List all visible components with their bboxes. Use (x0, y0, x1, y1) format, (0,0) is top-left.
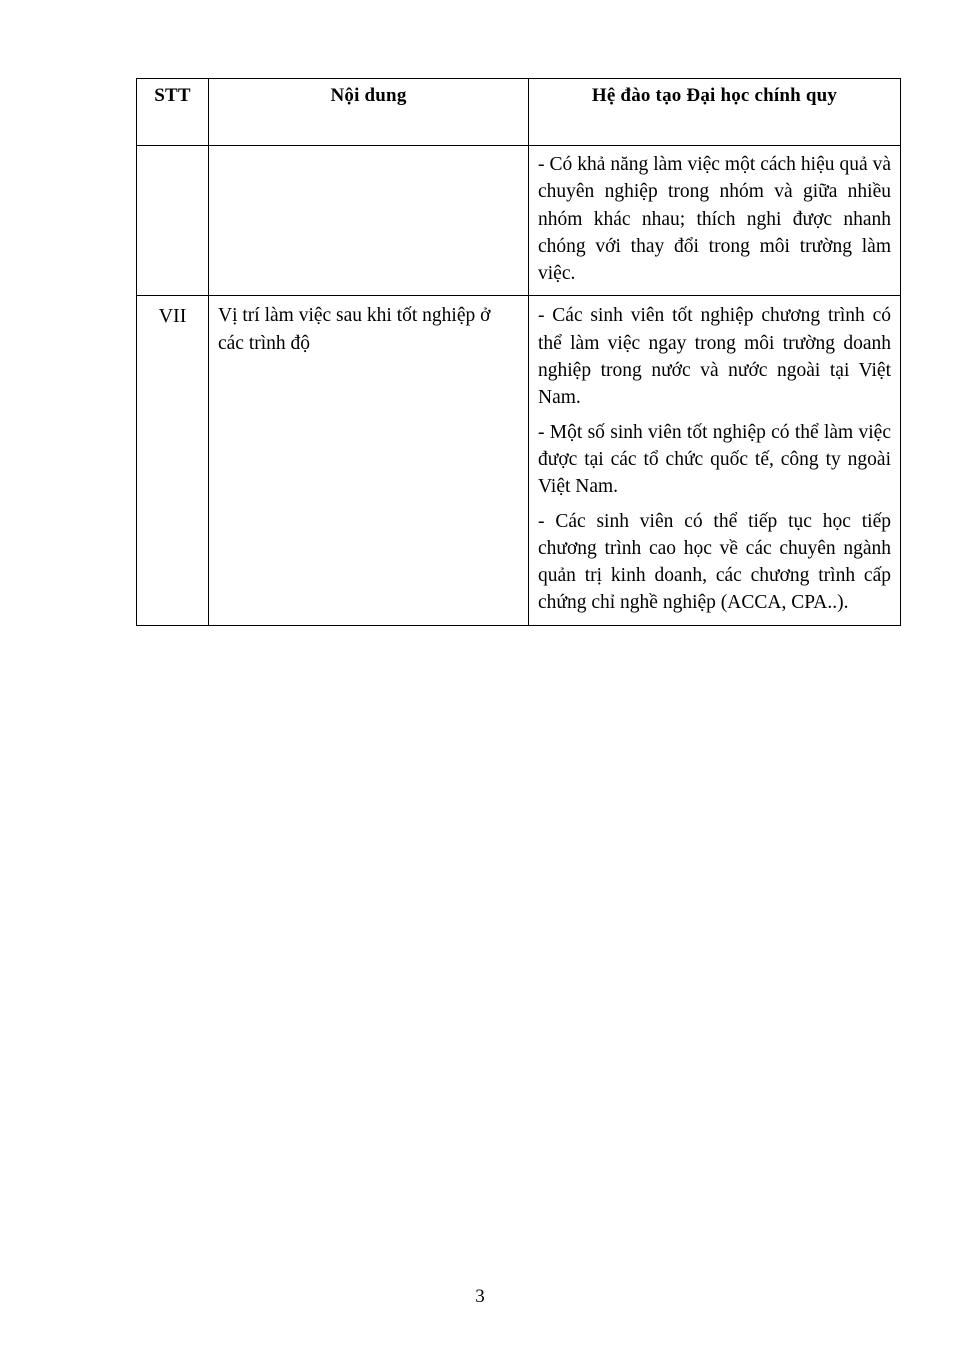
table-header-row (137, 79, 901, 146)
cell-noi-dung: Vị trí làm việc sau khi tốt nghiệp ở các trình độ (209, 296, 529, 625)
table-row (137, 296, 901, 625)
paragraph: - Có khả năng làm việc một cách hiệu quả và chuyên nghiệp trong nhóm và giữa nhiều nhóm khác nhau; thích nghi được nhanh chóng với thay đổi trong môi trường làm việc. (538, 154, 891, 285)
cell-stt: VII (137, 296, 209, 625)
page-number: 3 (475, 1286, 485, 1307)
column-header-stt: STT (137, 79, 209, 146)
paragraph: - Các sinh viên có thể tiếp tục học tiếp chương trình cao học về các chuyên ngành quản trị kinh doanh, các chương trình cấp chứng chỉ nghề nghiệp (ACCA, CPA..). (538, 510, 891, 614)
column-header-noi-dung: Nội dung (209, 79, 529, 146)
cell-he-dao-tao (529, 146, 901, 296)
paragraph: - Một số sinh viên tốt nghiệp có thể làm việc được tại các tổ chức quốc tế, công ty ngoài Việt Nam. (538, 421, 891, 498)
column-header-he-dao-tao: Hệ đào tạo Đại học chính quy (529, 79, 901, 146)
cell-stt (137, 146, 209, 296)
cell-he-dao-tao (529, 296, 901, 625)
cell-noi-dung (209, 146, 529, 296)
table-row (137, 146, 901, 296)
curriculum-table (136, 78, 901, 626)
paragraph: - Các sinh viên tốt nghiệp chương trình có thể làm việc ngay trong môi trường doanh nghiệp trong nước và nước ngoài tại Việt Nam. (538, 305, 891, 409)
